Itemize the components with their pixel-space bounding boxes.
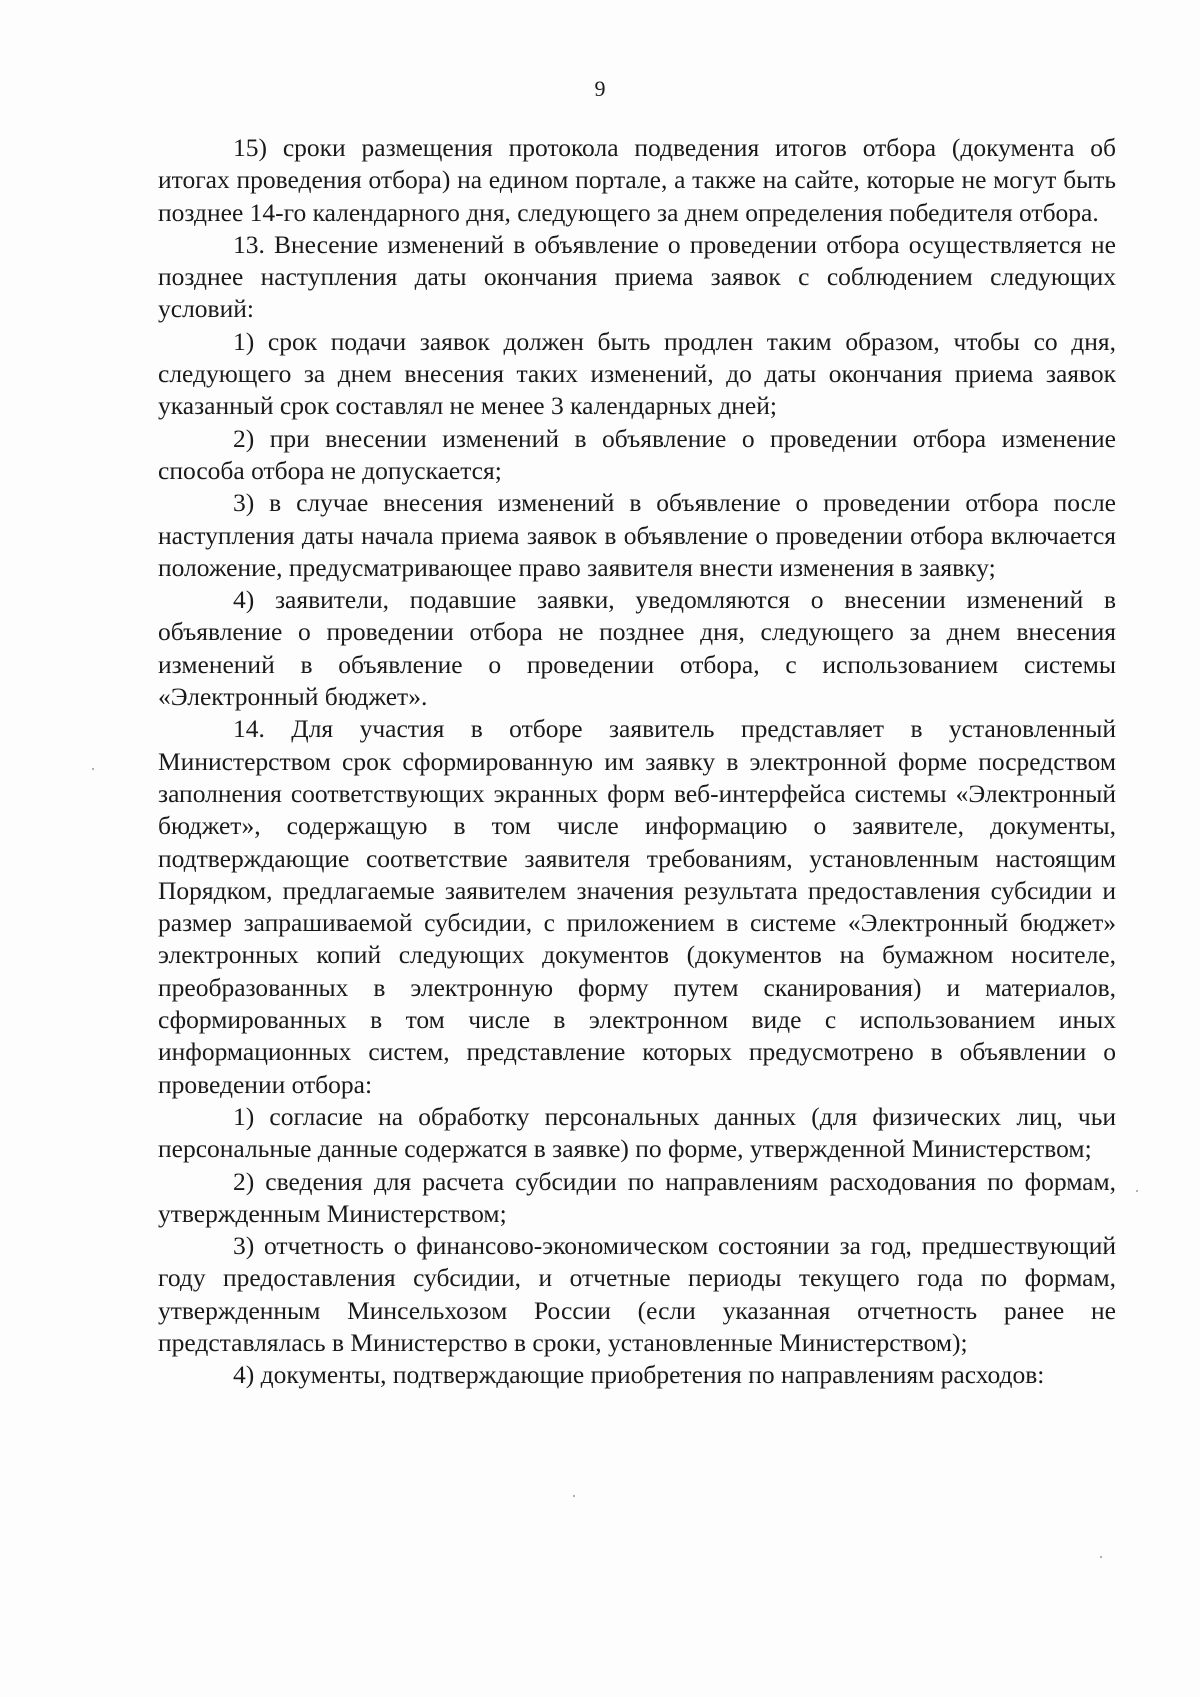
paragraph-condition-2: 2) при внесении изменений в объявление о проведении отбора изменение способа отбора не допускается; — [158, 423, 1116, 485]
paragraph-condition-3: 3) в случае внесения изменений в объявление о проведении отбора после наступления даты начала приема заявок в объявление о проведении отбора включается положение, предусматривающее право заявителя внести изменения в заявку; — [158, 488, 1116, 582]
paragraph-document-1: 1) согласие на обработку персональных данных (для физических лиц, чьи персональные данные содержатся в заявке) по форме, утвержденной Министерством; — [158, 1101, 1116, 1164]
paragraph-document-2: 2) сведения для расчета субсидии по направлениям расходования по формам, утвержденным Министерством; — [158, 1166, 1116, 1228]
paragraph-document-4: 4) документы, подтверждающие приобретения по направлениям расходов: — [233, 1360, 1045, 1390]
paragraph-condition-4: 4) заявители, подавшие заявки, уведомляются о внесении изменений в объявление о проведении отбора не позднее дня, следующего за днем внесения изменений в объявление о проведении отбора, с использованием системы «Электронный бюджет». — [158, 585, 1116, 712]
scan-speck — [1100, 1556, 1102, 1558]
document-body — [158, 132, 1116, 1392]
paragraph-section-14: 14. Для участия в отборе заявитель представляет в установленный Министерством срок сформированную им заявку в электронной форме посредством заполнения соответствующих экранных форм веб-интерфейса системы «Электронный бюджет», содержащую в том числе информацию о заявителе, документы, подтверждающие соответствие заявителя требованиям, установленным настоящим Порядком, предлагаемые заявителем значения результата предоставления субсидии и размер запрашиваемой субсидии, с приложением в системе «Электронный бюджет» электронных копий следующих документов (документов на бумажном носителе, преобразованных в электронную форму путем сканирования) и материалов, сформированных в том числе в электронном виде с использованием иных информационных систем, представление которых предусмотрено в объявлении о проведении отбора: — [158, 714, 1116, 1099]
paragraph-item-15: 15) сроки размещения протокола подведения итогов отбора (документа об итогах проведения отбора) на едином портале, а также на сайте, которые не могут быть позднее 14-го календарного дня, следующего за днем определения победителя отбора. — [158, 133, 1116, 227]
paragraph-section-13: 13. Внесение изменений в объявление о проведении отбора осуществляется не позднее наступления даты окончания приема заявок с соблюдением следующих условий: — [158, 229, 1116, 324]
scan-speck — [92, 768, 94, 770]
page-number: 9 — [594, 76, 606, 101]
scan-speck — [573, 1495, 575, 1497]
paragraph-condition-1: 1) срок подачи заявок должен быть продлен таким образом, чтобы со дня, следующего за днем внесения таких изменений, до даты окончания приема заявок указанный срок составлял не менее 3 календарных дней; — [158, 326, 1116, 421]
paragraph-document-3: 3) отчетность о финансово-экономическом состоянии за год, предшествующий году предоставления субсидии, и отчетные периоды текущего года по формам, утвержденным Минсельхозом России (если указанная отчетность ранее не представлялась в Министерство в сроки, установленные Министерством); — [158, 1231, 1116, 1357]
scan-speck — [1136, 1190, 1138, 1192]
